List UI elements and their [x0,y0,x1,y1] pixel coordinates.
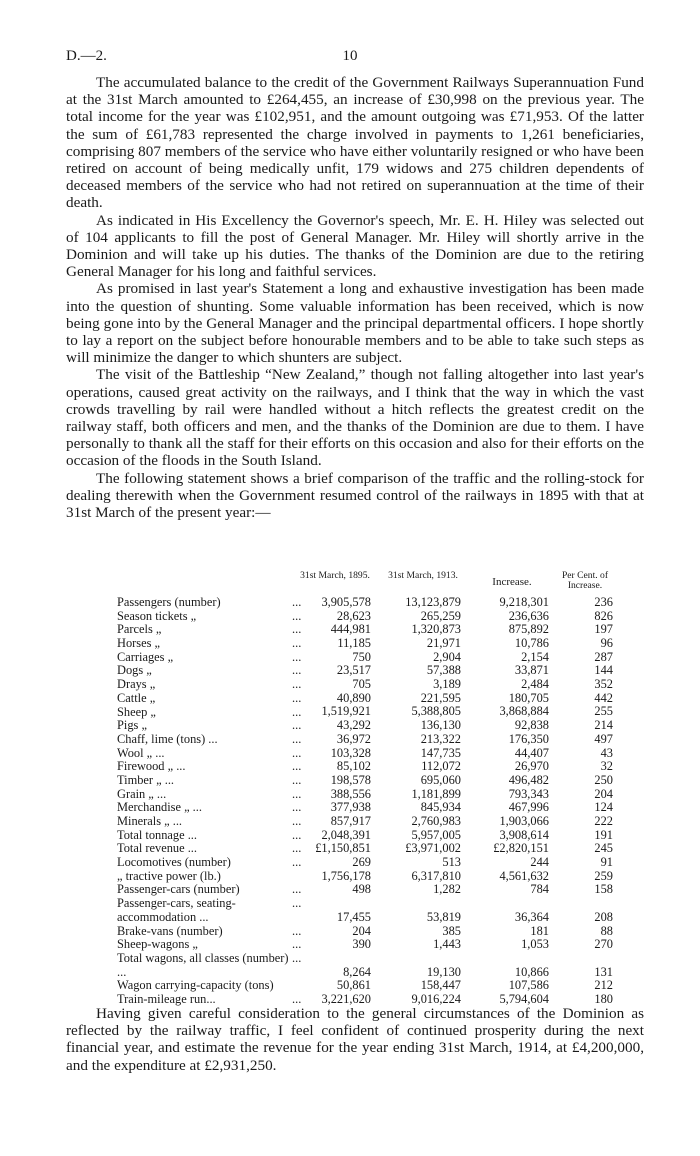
row-label: Grain „ ... [117,786,167,801]
value-1913: 2,760,983 [411,813,461,828]
value-increase: 236,636 [508,608,549,623]
row-label: Passengers (number) [117,595,221,609]
value-1913: 385 [442,923,461,938]
table-row [117,692,653,706]
row-label: Dogs „ [117,663,152,678]
row-label: Wagon carrying-capacity (tons) [117,978,274,993]
value-increase: 5,794,604 [499,991,549,1006]
value-percent: 236 [594,594,613,609]
row-leader-dots: ... [292,759,302,774]
table-row [117,678,653,692]
value-1913: 221,595 [420,690,461,705]
row-label: Carriages „ [117,649,174,664]
header-percent: Per Cent. of Increase. [561,570,609,591]
row-leader-dots: ... [292,786,302,801]
row-label: Drays „ [117,677,156,692]
value-1895: 857,917 [330,813,371,828]
row-leader-dots: ... [292,772,302,787]
table-row [117,883,653,897]
value-increase: £2,820,151 [493,841,549,856]
row-leader-dots: ... [292,608,302,623]
table-row [117,760,653,774]
row-label: Season tickets „ [117,608,197,623]
value-1913: 136,130 [420,718,461,733]
row-leader-dots: ... [292,622,302,637]
value-1913: 21,971 [426,636,461,651]
value-percent: 208 [594,909,613,924]
value-1895: 498 [352,882,371,897]
value-1895: £1,150,851 [315,841,371,856]
value-increase: 36,364 [514,909,549,924]
row-label: Total revenue ... [117,841,197,856]
value-increase: 784 [530,882,549,897]
header-1913: 31st March, 1913. [388,570,458,581]
value-1913: 57,388 [426,663,461,678]
value-increase: 10,866 [514,964,549,979]
body-text [66,74,644,521]
table-row [117,788,653,802]
table-row [117,596,653,610]
value-percent: 497 [594,731,613,746]
value-percent: 352 [594,677,613,692]
value-increase: 33,871 [514,663,549,678]
header-1895: 31st March, 1895. [300,570,370,581]
value-percent: 96 [600,636,613,651]
row-leader-dots: ... [292,636,302,651]
table-row [117,938,653,952]
row-leader-dots: ... [292,923,302,938]
value-percent: 144 [594,663,613,678]
value-increase: 26,970 [514,759,549,774]
value-increase: 107,586 [508,978,549,993]
table-row [117,952,653,979]
value-increase: 9,218,301 [499,594,549,609]
value-1895: 40,890 [336,690,371,705]
value-1895: 750 [352,649,371,664]
row-leader-dots: ... [292,704,302,719]
value-1895: 390 [352,937,371,952]
value-1913: 147,735 [420,745,461,760]
value-1913: 5,957,005 [411,827,461,842]
row-leader-dots: ... [292,649,302,664]
paragraph-general-manager: As indicated in His Excellency the Governor's speech, Mr. E. H. Hiley was selected out of 104 applicants to fill the post of General Manager. Mr. Hiley will shortly arrive in the Dominion and will take up his duties. The thanks of the Dominion are due to the retiring General Manager for his long and faithful services. [66,211,644,281]
value-1913: 213,322 [420,731,461,746]
value-1895: 2,048,391 [321,827,371,842]
row-leader-dots: ... [292,595,302,609]
value-increase: 44,407 [514,745,549,760]
value-percent: 131 [594,964,613,979]
paragraph-battleship-visit: The visit of the Battleship “New Zealand,” though not falling altogether into last year's operations, caused great activity on the railways, and I think that the way in which the vast crowds travelling by rail were handled without a hitch reflects the greatest credit on the railway staff, both officers and men, and the thanks of the Dominion are due to them. I have personally to thank all the staff for their efforts on this occasion and also for their efforts on the occasion of the floods in the South Island. [66,366,644,470]
value-1895: 377,938 [330,800,371,815]
table-row [117,719,653,733]
paragraph-table-intro: The following statement shows a brief comparison of the traffic and the rolling-stock for dealing therewith when the Government resumed control of the railways in 1895 with that at 31st March of the present year:— [66,469,644,522]
value-1895: 444,981 [330,622,371,637]
row-label: Sheep-wagons „ [117,937,198,952]
value-increase: 875,892 [508,622,549,637]
table-row [117,979,653,993]
row-label: Timber „ ... [117,772,175,787]
value-percent: 32 [600,759,613,774]
value-percent: 259 [594,868,613,883]
row-leader-dots: ... [292,896,302,911]
row-label: Cattle „ [117,690,156,705]
value-1913: 1,181,899 [411,786,461,801]
value-increase: 2,154 [521,649,549,664]
value-1913: 158,447 [420,978,461,993]
value-percent: 222 [594,813,613,828]
value-1913: 3,189 [433,677,461,692]
row-label: Chaff, lime (tons) ... [117,731,218,746]
value-percent: 245 [594,841,613,856]
paragraph-superannuation: The accumulated balance to the credit of the Government Railways Superannuation Fund at the 31st March amounted to £264,455, an increase of £30,998 on the previous year. The total income for the year was £102,951, and the amount outgoing was £71,953. Of the latter the sum of £61,783 represented the charge involved in payments to 1,261 beneficiaries, comprising 807 members of the service who have either voluntarily resigned or who have been retired on account of being medically unfit, 179 widows and 275 children dependents of deceased members of the service who had not retired on superannuation at the time of their death. [66,74,644,212]
value-percent: 88 [600,923,613,938]
value-1913: 2,904 [433,649,461,664]
traffic-comparison-table [117,571,653,1007]
value-1895: 1,519,921 [321,704,371,719]
value-increase: 92,838 [514,718,549,733]
value-percent: 91 [600,855,613,870]
value-1913: 695,060 [420,772,461,787]
value-percent: 124 [594,800,613,815]
row-leader-dots: ... [292,731,302,746]
value-1895: 204 [352,923,371,938]
value-increase: 496,482 [508,772,549,787]
table-row [117,925,653,939]
row-leader-dots: ... [292,745,302,760]
table-row [117,842,653,856]
value-1913: £3,971,002 [405,841,461,856]
row-leader-dots: ... [292,718,302,733]
table-row [117,637,653,651]
value-percent: 287 [594,649,613,664]
value-percent: 43 [600,745,613,760]
row-label: Sheep „ [117,704,156,719]
value-increase: 1,903,066 [499,813,549,828]
table-header [117,571,653,596]
row-leader-dots: ... [292,950,302,965]
row-leader-dots: ... [292,690,302,705]
row-label: Passenger-cars (number) [117,882,240,897]
value-1895: 50,861 [336,978,371,993]
row-label: Horses „ [117,636,161,651]
row-leader-dots: ... [292,800,302,815]
table-row [117,706,653,720]
header-increase: Increase. [492,576,532,588]
value-increase: 176,350 [508,731,549,746]
row-label: Train-mileage run... [117,991,216,1006]
value-1913: 9,016,224 [411,991,461,1006]
row-leader-dots: ... [292,991,302,1006]
value-1913: 1,282 [433,882,461,897]
table-row [117,897,653,924]
value-percent: 250 [594,772,613,787]
value-increase: 4,561,632 [499,868,549,883]
value-1895: 198,578 [330,772,371,787]
value-1895: 23,517 [336,663,371,678]
row-label: Minerals „ ... [117,814,183,828]
value-1895: 8,264 [343,964,371,979]
value-percent: 191 [594,827,613,842]
value-1895: 103,328 [330,745,371,760]
value-1913: 53,819 [426,909,461,924]
value-1913: 13,123,879 [405,594,461,609]
row-leader-dots: ... [292,663,302,678]
value-1913: 513 [442,855,461,870]
page-number: 10 [342,48,358,64]
table-row [117,774,653,788]
value-1913: 265,259 [420,608,461,623]
value-increase: 10,786 [514,636,549,651]
row-leader-dots: ... [292,937,302,952]
table-row [117,651,653,665]
document-reference: D.—2. [66,48,107,64]
value-percent: 270 [594,937,613,952]
value-percent: 212 [594,978,613,993]
row-label: Parcels „ [117,622,162,637]
value-percent: 214 [594,718,613,733]
value-1895: 705 [352,677,371,692]
paragraph-revenue-estimate: Having given careful consideration to the general circumstances of the Dominion as reflected by the railway traffic, I feel confident of continued prosperity during the next financial year, and estimate the revenue for the year ending 31st March, 1914, at £4,200,000, and the expenditure at £2,931,250. [66,1005,644,1074]
row-label: Wool „ ... [117,745,165,760]
value-1913: 1,320,873 [411,622,461,637]
value-1895: 3,221,620 [321,991,371,1006]
table-row [117,747,653,761]
value-increase: 793,343 [508,786,549,801]
value-1895: 17,455 [336,909,371,924]
row-leader-dots: ... [292,827,302,842]
value-1913: 19,130 [426,964,461,979]
closing-text [66,1005,644,1074]
value-increase: 2,484 [521,677,549,692]
value-1913: 845,934 [420,800,461,815]
value-increase: 1,053 [521,937,549,952]
value-1913: 1,443 [433,937,461,952]
value-1913: 6,317,810 [411,868,461,883]
row-label: Locomotives (number) [117,855,231,870]
table-row [117,664,653,678]
value-percent: 158 [594,882,613,897]
row-leader-dots: ... [292,814,302,828]
paragraph-shunting: As promised in last year's Statement a long and exhaustive investigation has been made into the question of shunting. Some valuable information has been received, which is now being gone into by the General Manager and the principal departmental officers. I hope shortly to lay a report on the subject before honourable members and to be able to take such steps as will minimize the danger to which shunters are subject. [66,280,644,367]
row-label: Firewood „ ... [117,759,186,774]
table-row [117,610,653,624]
row-leader-dots: ... [292,855,302,870]
value-percent: 180 [594,991,613,1006]
row-leader-dots: ... [292,882,302,897]
value-1895: 269 [352,855,371,870]
row-leader-dots: ... [292,677,302,692]
value-1895: 1,756,178 [321,868,371,883]
value-1913: 5,388,805 [411,704,461,719]
table-row [117,829,653,843]
value-1895: 28,623 [336,608,371,623]
row-label: „ tractive power (lb.) [117,868,221,883]
table-row [117,733,653,747]
value-1895: 85,102 [336,759,371,774]
table-body [117,596,653,1007]
row-label: Pigs „ [117,718,147,733]
value-1895: 3,905,578 [321,594,371,609]
table-row [117,856,653,870]
value-1913: 112,072 [421,759,461,774]
table-row [117,623,653,637]
value-increase: 244 [530,855,549,870]
row-label: Merchandise „ ... [117,800,202,815]
value-percent: 204 [594,786,613,801]
value-percent: 197 [594,622,613,637]
value-increase: 180,705 [508,690,549,705]
value-increase: 3,868,884 [499,704,549,719]
value-percent: 255 [594,704,613,719]
value-1895: 36,972 [336,731,371,746]
row-label: Total wagons, all classes (number) ... [117,950,289,979]
value-percent: 826 [594,608,613,623]
table-row [117,870,653,884]
table-row [117,801,653,815]
row-leader-dots: ... [292,841,302,856]
value-1895: 11,185 [337,636,371,651]
row-label: Passenger-cars, seating-accommodation ... [117,896,236,924]
value-increase: 181 [530,923,549,938]
value-percent: 442 [594,690,613,705]
value-1895: 388,556 [330,786,371,801]
row-label: Total tonnage ... [117,827,197,842]
value-increase: 3,908,614 [499,827,549,842]
value-1895: 43,292 [336,718,371,733]
value-increase: 467,996 [508,800,549,815]
table-row [117,815,653,829]
row-label: Brake-vans (number) [117,923,223,938]
